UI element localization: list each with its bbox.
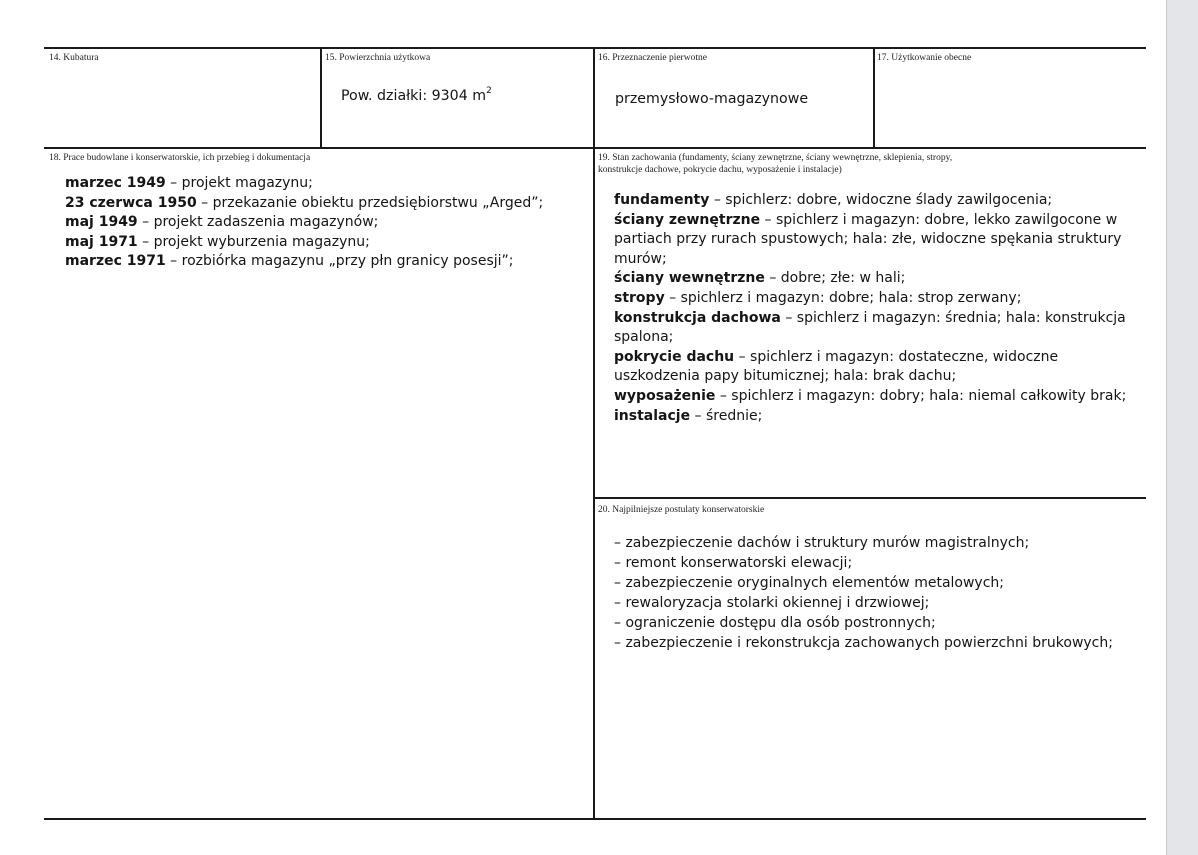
conservation-postulates-list — [614, 533, 1140, 653]
condition-entry-term: wyposażenie — [614, 387, 716, 404]
works-entry-text: – projekt wyburzenia magazynu; — [137, 233, 370, 250]
postulate-item: – zabezpieczenie oryginalnych elementów metalowych; — [614, 575, 1004, 591]
works-entry — [65, 233, 585, 253]
field-18-label: 18. Prace budowlane i konserwatorskie, ich przebieg i dokumentacja — [49, 153, 311, 163]
works-entry — [65, 194, 585, 214]
condition-entry-term: pokrycie dachu — [614, 348, 735, 365]
condition-entry-text: – spichlerz i magazyn: średnia; hala: konstrukcja spalona; — [614, 309, 1126, 346]
condition-list — [614, 191, 1140, 426]
field-14-label: 14. Kubatura — [49, 53, 99, 63]
condition-entry-term: ściany wewnętrzne — [614, 270, 765, 287]
form-column-divider-15 — [320, 47, 322, 149]
field-16-value: przemysłowo-magazynowe — [615, 91, 809, 107]
field-15-value — [341, 88, 492, 104]
works-entry-term: maj 1971 — [65, 233, 138, 250]
condition-entry-term: ściany zewnętrzne — [614, 211, 761, 228]
works-entry — [65, 252, 585, 272]
condition-entry — [614, 407, 1140, 427]
condition-entry — [614, 387, 1140, 407]
condition-entry — [614, 348, 1140, 387]
condition-entry-text: – dobre; złe: w hali; — [764, 270, 906, 287]
postulate-item: – zabezpieczenie dachów i struktury murów magistralnych; — [614, 535, 1030, 551]
works-entry-term: 23 czerwca 1950 — [65, 194, 197, 211]
condition-entry-term: instalacje — [614, 407, 691, 424]
condition-entry-term: fundamenty — [614, 192, 710, 208]
works-entry-text: – przekazanie obiektu przedsiębiorstwu „Arged”; — [196, 194, 544, 211]
form-column-divider-17 — [873, 47, 875, 149]
condition-entry-term: stropy — [614, 289, 665, 306]
condition-entry — [614, 211, 1140, 270]
field-20-label: 20. Najpilniejsze postulaty konserwatorskie — [598, 505, 765, 515]
condition-entry — [614, 309, 1140, 348]
form-bottom-border — [44, 818, 1146, 820]
condition-entry-term: konstrukcja dachowa — [614, 309, 781, 326]
condition-entry-text: – spichlerz i magazyn: dostateczne, widoczne uszkodzenia papy bitumicznej; hala: brak dachu; — [614, 348, 1059, 385]
condition-entry-text: – spichlerz i magazyn: dobry; hala: niemal całkowity brak; — [715, 387, 1127, 404]
condition-entry-text: – średnie; — [690, 407, 763, 424]
postulate-item: – rewaloryzacja stolarki okiennej i drzwiowej; — [614, 595, 930, 611]
form-row-divider — [44, 147, 1146, 149]
works-entry-text: – projekt zadaszenia magazynów; — [137, 214, 379, 231]
postulate-item: – zabezpieczenie i rekonstrukcja zachowanych powierzchni brukowych; — [614, 635, 1113, 651]
form-column-divider-main — [593, 47, 595, 820]
field-19-label — [598, 152, 952, 176]
postulate-item: – remont konserwatorski elewacji; — [614, 555, 853, 571]
works-entry-term: marzec 1949 — [65, 175, 166, 191]
condition-entry — [614, 191, 1140, 211]
condition-entry-text: – spichlerz: dobre, widoczne ślady zawilgocenia; — [709, 192, 1053, 208]
construction-works-list — [65, 174, 585, 272]
field-19-label-line-1: 19. Stan zachowania (fundamenty, ściany zewnętrzne, ściany wewnętrzne, sklepienia, stropy, — [598, 153, 953, 163]
works-entry-text: – projekt magazynu; — [165, 175, 313, 191]
condition-entry — [614, 269, 1140, 289]
plot-area-text: Pow. działki: 9304 m — [341, 88, 487, 104]
form-section-divider-right — [593, 497, 1146, 499]
field-17-label: 17. Użytkowanie obecne — [877, 53, 972, 63]
field-19-label-line-2: konstrukcje dachowe, pokrycie dachu, wyposażenie i instalacje) — [598, 165, 842, 175]
works-entry — [65, 174, 585, 194]
works-entry-term: marzec 1971 — [65, 253, 166, 270]
works-entry — [65, 213, 585, 233]
field-16-label: 16. Przeznaczenie pierwotne — [598, 53, 707, 63]
unit-exponent: 2 — [486, 86, 492, 96]
works-entry-term: maj 1949 — [65, 214, 138, 231]
form-top-border — [44, 47, 1146, 49]
condition-entry-text: – spichlerz i magazyn: dobre; hala: strop zerwany; — [664, 289, 1022, 306]
field-15-label: 15. Powierzchnia użytkowa — [325, 53, 431, 63]
condition-entry-text: – spichlerz i magazyn: dobre, lekko zawilgocone w partiach przy rurach spustowych; hala: złe, widoczne spękania struktury murów; — [614, 211, 1122, 267]
postulate-item: – ograniczenie dostępu dla osób postronnych; — [614, 615, 936, 631]
condition-entry — [614, 289, 1140, 309]
works-entry-text: – rozbiórka magazynu „przy płn granicy posesji”; — [165, 253, 514, 270]
